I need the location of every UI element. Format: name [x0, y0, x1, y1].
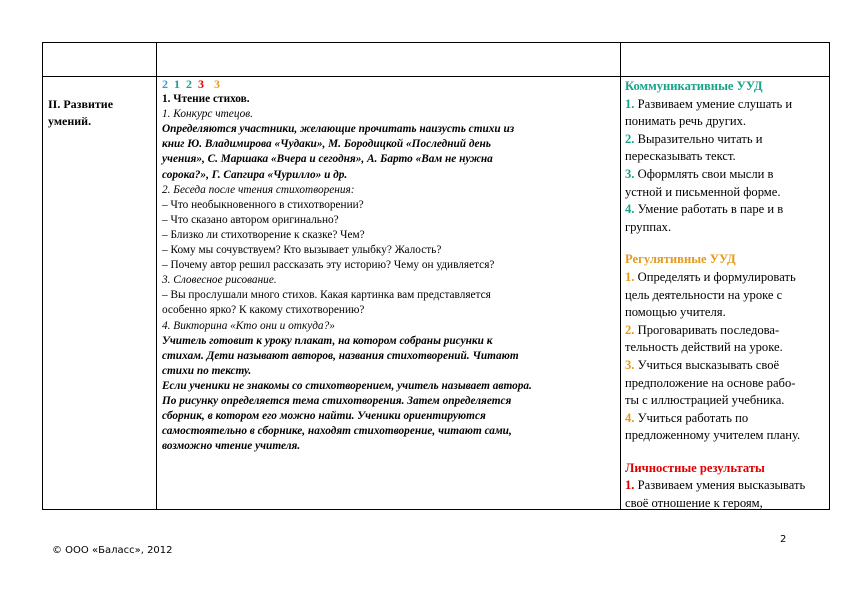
text-line: возможно чтение учителя. — [162, 440, 301, 453]
communicative-item — [625, 201, 825, 236]
column-divider-1 — [156, 43, 157, 509]
content-cell — [162, 77, 614, 454]
regulatory-item — [625, 269, 825, 322]
item-text: Развиваем умение слушать и — [637, 96, 793, 111]
item-text: тельность действий на уроке. — [625, 340, 783, 355]
personal-title: Личностные результаты — [625, 460, 765, 475]
item-text: Выразительно читать и — [637, 131, 763, 146]
text-line: учения», С. Маршака «Вчера и сегодня», А. Барто «Вам не нужна — [162, 153, 493, 166]
regulatory-item — [625, 410, 825, 445]
text-line: сорока?», Г. Сапгира «Чурилло» и др. — [162, 168, 348, 181]
item-number: 2. — [625, 322, 635, 337]
outcomes-cell — [625, 78, 825, 513]
stage-line-2: умений. — [48, 114, 92, 128]
question-list — [162, 198, 614, 273]
item-number: 4. — [625, 202, 635, 217]
item-number: 3. — [625, 357, 635, 372]
text-line: стихи по тексту. — [162, 364, 252, 377]
item-4-note — [162, 379, 614, 454]
text-line: – Вы прослушали много стихов. Какая картинка вам представляется — [162, 289, 491, 302]
stage-cell — [48, 96, 148, 130]
item-text: своё отношение к героям, — [625, 496, 763, 511]
item-number: 1. — [625, 478, 635, 493]
item-text: предложенному учителем плану. — [625, 428, 801, 443]
page-number: 2 — [780, 534, 787, 545]
regulatory-item — [625, 357, 825, 410]
item-text: устной и письменной форме. — [625, 184, 781, 199]
item-text: ты с иллюстрацией учебника. — [625, 393, 785, 408]
item-text: помощью учителя. — [625, 305, 726, 320]
question: – Кому мы сочувствуем? Кто вызывает улыбку? Жалость? — [162, 244, 442, 257]
regulatory-item — [625, 322, 825, 357]
item-number: 2. — [625, 131, 635, 146]
item-text: Определять и формулировать — [637, 269, 796, 284]
section-heading: 1. Чтение стихов. — [162, 93, 250, 106]
text-line: По рисунку определяется тема стихотворения. Затем определяется — [162, 394, 512, 407]
item-2-title: 2. Беседа после чтения стихотворения: — [162, 183, 355, 196]
item-text: Учиться высказывать своё — [637, 357, 780, 372]
item-text: Проговаривать последова- — [637, 322, 780, 337]
communicative-item — [625, 131, 825, 166]
text-line: Учитель готовит к уроку плакат, на котором собраны рисунки к — [162, 334, 493, 347]
stage-line-1: II. Развитие — [48, 97, 114, 111]
item-3-title: 3. Словесное рисование. — [162, 274, 277, 287]
item-text: цель деятельности на уроке с — [625, 287, 783, 302]
text-line: Определяются участники, желающие прочитать наизусть стихи из — [162, 123, 515, 136]
text-line: стихам. Дети называют авторов, названия стихотворений. Читают — [162, 349, 519, 362]
item-4-text — [162, 334, 614, 379]
personal-item — [625, 477, 825, 512]
question: – Близко ли стихотворение к сказке? Чем? — [162, 228, 365, 241]
regulatory-title: Регулятивные УУД — [625, 252, 736, 267]
question: – Что необыкновенного в стихотворении? — [162, 198, 364, 211]
item-1-title: 1. Конкурс чтецов. — [162, 108, 253, 121]
item-text: Умение работать в паре и в — [637, 202, 784, 217]
copyright-footer: © ООО «Баласс», 2012 — [52, 545, 173, 556]
item-1-text — [162, 122, 614, 182]
question: – Почему автор решил рассказать эту историю? Чему он удивляется? — [162, 259, 495, 272]
item-text: предположение на основе рабо- — [625, 375, 796, 390]
item-number: 4. — [625, 410, 635, 425]
item-text: понимать речь других. — [625, 114, 747, 129]
item-text: пересказывать текст. — [625, 149, 736, 164]
item-number: 1. — [625, 96, 635, 111]
item-text: группах. — [625, 219, 672, 234]
level-number: 3 — [198, 77, 204, 91]
item-text: Учиться работать по — [637, 410, 749, 425]
level-number: 3 — [214, 77, 220, 91]
column-divider-2 — [620, 43, 621, 509]
communicative-item — [625, 96, 825, 131]
question: – Что сказано автором оригинально? — [162, 213, 339, 226]
text-line: книг Ю. Владимирова «Чудаки», М. Бородицкой «Последний день — [162, 138, 491, 151]
level-number: 2 — [162, 77, 168, 91]
level-number: 1 — [174, 77, 180, 91]
text-line: сборник, в котором его можно найти. Ученики ориентируются — [162, 410, 486, 423]
item-4-title: 4. Викторина «Кто они и откуда?» — [162, 319, 335, 332]
communicative-title: Коммуникативные УУД — [625, 79, 763, 93]
item-text: Оформлять свои мысли в — [637, 166, 774, 181]
communicative-item — [625, 166, 825, 201]
text-line: особенно ярко? К какому стихотворению? — [162, 304, 365, 317]
item-number: 3. — [625, 166, 635, 181]
level-number: 2 — [186, 77, 192, 91]
item-3-text — [162, 288, 614, 318]
level-numbers — [162, 77, 614, 92]
text-line: Если ученики не знакомы со стихотворением, учитель называет автора. — [162, 379, 532, 392]
item-number: 1. — [625, 269, 635, 284]
text-line: самостоятельно в сборнике, находят стихотворение, читают сами, — [162, 425, 512, 438]
item-text: Развиваем умения высказывать — [637, 478, 806, 493]
